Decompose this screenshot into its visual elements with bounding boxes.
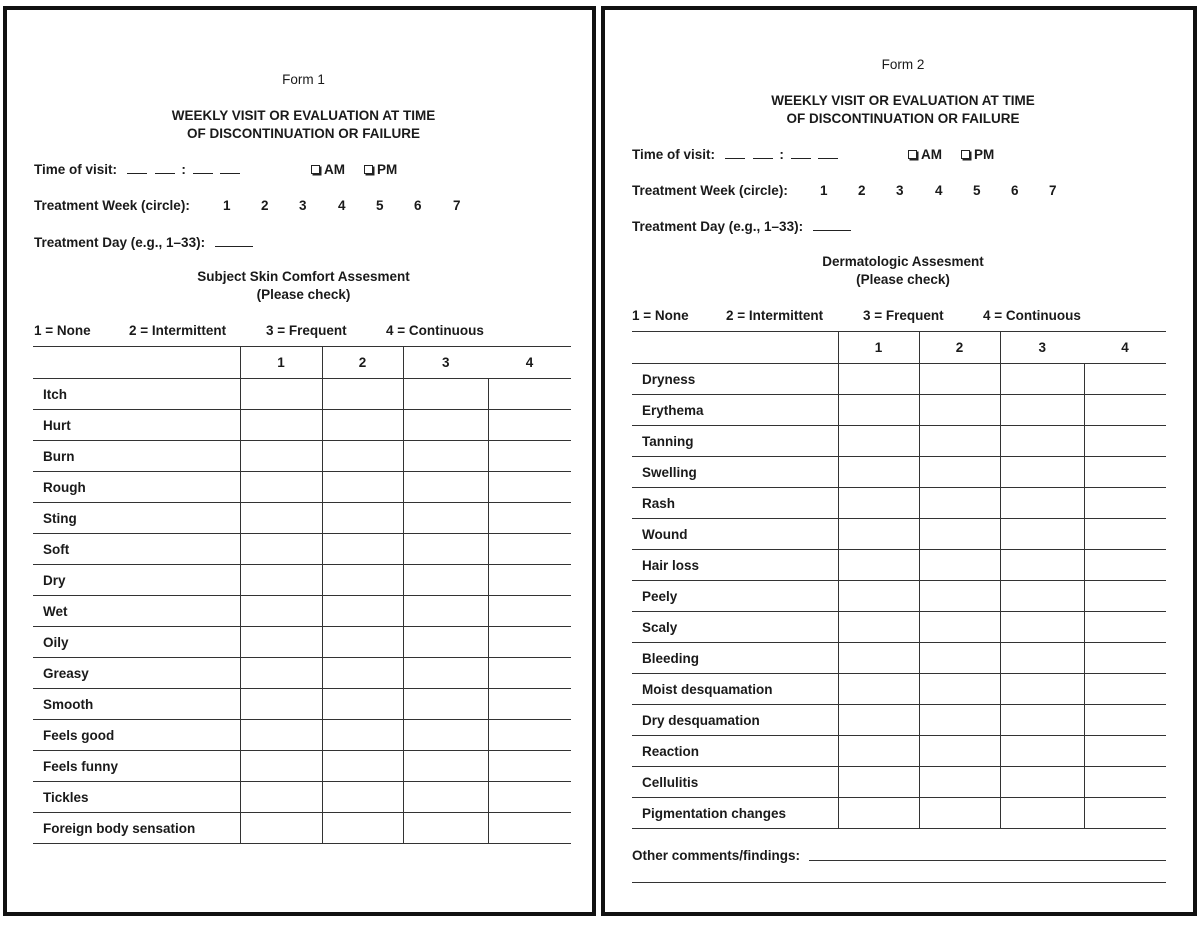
row-label: Sting — [33, 503, 240, 534]
check-cell-col-4[interactable] — [488, 689, 571, 720]
time-hour-blank-1[interactable] — [725, 147, 745, 159]
am-checkbox[interactable] — [908, 150, 917, 159]
table-row — [632, 612, 1166, 643]
check-cell-col-2[interactable] — [322, 503, 403, 534]
check-cell-col-3[interactable] — [403, 472, 488, 503]
check-cell-col-4[interactable] — [1084, 798, 1166, 829]
check-cell-col-1[interactable] — [240, 813, 322, 844]
scale-frequent: 3 = Frequent — [266, 323, 347, 338]
check-cell-col-1[interactable] — [838, 798, 919, 829]
treatment-day-label: Treatment Day (e.g., 1–33): — [632, 219, 804, 234]
check-cell-col-1[interactable] — [240, 596, 322, 627]
check-cell-col-2[interactable] — [322, 596, 403, 627]
check-cell-col-4[interactable] — [488, 503, 571, 534]
check-cell-col-4[interactable] — [488, 751, 571, 782]
check-cell-col-1[interactable] — [240, 441, 322, 472]
row-label: Bleeding — [632, 643, 838, 674]
header-col-4: 4 — [1084, 332, 1166, 364]
treatment-day-label: Treatment Day (e.g., 1–33): — [34, 235, 206, 250]
table-row — [632, 457, 1166, 488]
form-title: Form 1 — [282, 72, 325, 87]
time-separator: : — [779, 147, 784, 162]
table-row — [33, 596, 571, 627]
check-cell-col-1[interactable] — [240, 627, 322, 658]
check-cell-col-4[interactable] — [1084, 767, 1166, 798]
dermatologic-table — [632, 331, 1166, 829]
week-option-7[interactable]: 7 — [1049, 183, 1057, 198]
row-label: Moist desquamation — [632, 674, 838, 705]
check-cell-col-1[interactable] — [838, 767, 919, 798]
section-subtitle: (Please check) — [856, 272, 950, 287]
time-minute-blank-2[interactable] — [818, 147, 838, 159]
check-cell-col-4[interactable] — [1084, 674, 1166, 705]
table-row — [632, 798, 1166, 829]
check-cell-col-4[interactable] — [1084, 519, 1166, 550]
check-cell-col-2[interactable] — [322, 565, 403, 596]
header-label-cell — [632, 332, 838, 364]
treatment-week-label: Treatment Week (circle): — [632, 183, 788, 198]
table-row — [632, 364, 1166, 395]
header-col-4: 4 — [488, 347, 571, 379]
check-cell-col-3[interactable] — [403, 813, 488, 844]
check-cell-col-2[interactable] — [322, 379, 403, 410]
table-header-row — [33, 347, 571, 379]
row-label: Feels funny — [33, 751, 240, 782]
check-cell-col-4[interactable] — [1084, 457, 1166, 488]
check-cell-col-4[interactable] — [1084, 643, 1166, 674]
check-cell-col-2[interactable] — [322, 534, 403, 565]
check-cell-col-3[interactable] — [403, 782, 488, 813]
check-cell-col-3[interactable] — [403, 596, 488, 627]
check-cell-col-4[interactable] — [1084, 612, 1166, 643]
table-row — [632, 643, 1166, 674]
check-cell-col-1[interactable] — [838, 457, 919, 488]
table-row — [632, 395, 1166, 426]
check-cell-col-1[interactable] — [240, 565, 322, 596]
row-label: Wound — [632, 519, 838, 550]
form-heading-line1: WEEKLY VISIT OR EVALUATION AT TIME — [771, 93, 1035, 108]
check-cell-col-4[interactable] — [1084, 550, 1166, 581]
form-heading-line2: OF DISCONTINUATION OR FAILURE — [786, 111, 1020, 126]
week-option-1[interactable]: 1 — [820, 183, 828, 198]
time-of-visit-row — [632, 147, 838, 162]
table-row — [632, 767, 1166, 798]
check-cell-col-1[interactable] — [240, 751, 322, 782]
comments-line-1[interactable] — [809, 860, 1166, 861]
section-title: Subject Skin Comfort Assesment — [197, 269, 410, 284]
check-cell-col-2[interactable] — [919, 426, 1000, 457]
check-cell-col-1[interactable] — [240, 534, 322, 565]
check-cell-col-2[interactable] — [919, 705, 1000, 736]
week-option-5[interactable]: 5 — [376, 198, 384, 213]
check-cell-col-1[interactable] — [240, 782, 322, 813]
check-cell-col-4[interactable] — [488, 534, 571, 565]
treatment-day-row — [34, 235, 253, 250]
check-cell-col-2[interactable] — [919, 488, 1000, 519]
check-cell-col-4[interactable] — [488, 720, 571, 751]
row-label: Burn — [33, 441, 240, 472]
table-row — [33, 782, 571, 813]
check-cell-col-1[interactable] — [240, 379, 322, 410]
row-label: Erythema — [632, 395, 838, 426]
check-cell-col-3[interactable] — [403, 565, 488, 596]
row-label: Wet — [33, 596, 240, 627]
check-cell-col-2[interactable] — [919, 457, 1000, 488]
scale-continuous: 4 = Continuous — [386, 323, 484, 338]
header-col-3: 3 — [1000, 332, 1084, 364]
other-comments-label: Other comments/findings: — [632, 848, 801, 863]
check-cell-col-2[interactable] — [919, 674, 1000, 705]
am-option[interactable] — [908, 147, 942, 162]
check-cell-col-4[interactable] — [1084, 736, 1166, 767]
check-cell-col-1[interactable] — [240, 410, 322, 441]
table-row — [33, 534, 571, 565]
check-cell-col-3[interactable] — [1000, 798, 1084, 829]
time-hour-blank-2[interactable] — [155, 162, 175, 174]
time-of-visit-label: Time of visit: — [34, 162, 118, 177]
header-col-2: 2 — [919, 332, 1000, 364]
check-cell-col-3[interactable] — [1000, 488, 1084, 519]
section-subtitle: (Please check) — [256, 287, 351, 302]
header-label-cell — [33, 347, 240, 379]
header-col-2: 2 — [322, 347, 403, 379]
check-cell-col-2[interactable] — [322, 720, 403, 751]
check-cell-col-4[interactable] — [1084, 705, 1166, 736]
table-row — [632, 674, 1166, 705]
table-header-row — [632, 332, 1166, 364]
week-option-3[interactable]: 3 — [299, 198, 307, 213]
row-label: Foreign body sensation — [33, 813, 240, 844]
check-cell-col-1[interactable] — [838, 550, 919, 581]
check-cell-col-1[interactable] — [838, 612, 919, 643]
check-cell-col-2[interactable] — [322, 410, 403, 441]
row-label: Dryness — [632, 364, 838, 395]
check-cell-col-2[interactable] — [322, 689, 403, 720]
treatment-week-label: Treatment Week (circle): — [34, 198, 190, 213]
table-row — [33, 410, 571, 441]
check-cell-col-3[interactable] — [1000, 612, 1084, 643]
table-row — [33, 441, 571, 472]
row-label: Feels good — [33, 720, 240, 751]
form-title: Form 2 — [881, 57, 925, 72]
week-option-2[interactable]: 2 — [858, 183, 866, 198]
table-row — [632, 581, 1166, 612]
am-label: AM — [324, 162, 345, 177]
check-cell-col-3[interactable] — [1000, 674, 1084, 705]
week-option-3[interactable]: 3 — [896, 183, 904, 198]
check-cell-col-1[interactable] — [838, 705, 919, 736]
check-cell-col-1[interactable] — [240, 658, 322, 689]
check-cell-col-2[interactable] — [919, 736, 1000, 767]
check-cell-col-1[interactable] — [240, 689, 322, 720]
row-label: Pigmentation changes — [632, 798, 838, 829]
check-cell-col-2[interactable] — [919, 643, 1000, 674]
table-body — [33, 379, 571, 844]
pm-option[interactable] — [364, 162, 397, 177]
table-row — [632, 426, 1166, 457]
table-row — [33, 658, 571, 689]
check-cell-col-3[interactable] — [1000, 395, 1084, 426]
check-cell-col-3[interactable] — [1000, 736, 1084, 767]
row-label: Reaction — [632, 736, 838, 767]
table-row — [632, 488, 1166, 519]
treatment-day-blank[interactable] — [215, 235, 253, 247]
table-body — [632, 364, 1166, 829]
week-option-1[interactable]: 1 — [223, 198, 231, 213]
check-cell-col-2[interactable] — [919, 519, 1000, 550]
row-label: Rash — [632, 488, 838, 519]
table-row — [632, 736, 1166, 767]
row-label: Itch — [33, 379, 240, 410]
pm-label: PM — [974, 147, 995, 162]
am-option[interactable] — [311, 162, 345, 177]
check-cell-col-3[interactable] — [403, 410, 488, 441]
row-label: Smooth — [33, 689, 240, 720]
week-option-2[interactable]: 2 — [261, 198, 269, 213]
table-row — [632, 519, 1166, 550]
check-cell-col-1[interactable] — [838, 581, 919, 612]
check-cell-col-4[interactable] — [1084, 426, 1166, 457]
check-cell-col-1[interactable] — [838, 395, 919, 426]
row-label: Dry — [33, 565, 240, 596]
check-cell-col-3[interactable] — [1000, 364, 1084, 395]
check-cell-col-2[interactable] — [919, 581, 1000, 612]
check-cell-col-4[interactable] — [1084, 364, 1166, 395]
form-heading-line2: OF DISCONTINUATION OR FAILURE — [187, 126, 420, 141]
check-cell-col-4[interactable] — [488, 472, 571, 503]
scale-intermittent: 2 = Intermittent — [726, 308, 824, 323]
check-cell-col-1[interactable] — [838, 674, 919, 705]
check-cell-col-2[interactable] — [322, 441, 403, 472]
row-label: Swelling — [632, 457, 838, 488]
row-label: Rough — [33, 472, 240, 503]
check-cell-col-2[interactable] — [322, 751, 403, 782]
check-cell-col-4[interactable] — [488, 441, 571, 472]
check-cell-col-2[interactable] — [322, 627, 403, 658]
check-cell-col-1[interactable] — [838, 519, 919, 550]
table-row — [632, 705, 1166, 736]
check-cell-col-3[interactable] — [1000, 550, 1084, 581]
table-row — [33, 813, 571, 844]
check-cell-col-2[interactable] — [322, 658, 403, 689]
check-cell-col-4[interactable] — [1084, 488, 1166, 519]
check-cell-col-1[interactable] — [838, 426, 919, 457]
check-cell-col-3[interactable] — [403, 720, 488, 751]
time-hour-blank-1[interactable] — [127, 162, 147, 174]
time-of-visit-label: Time of visit: — [632, 147, 716, 162]
am-label: AM — [921, 147, 942, 162]
table-row — [33, 689, 571, 720]
check-cell-col-1[interactable] — [838, 488, 919, 519]
header-col-1: 1 — [240, 347, 322, 379]
week-option-7[interactable]: 7 — [453, 198, 461, 213]
row-label: Tanning — [632, 426, 838, 457]
time-minute-blank-1[interactable] — [791, 147, 811, 159]
check-cell-col-3[interactable] — [403, 751, 488, 782]
check-cell-col-2[interactable] — [919, 767, 1000, 798]
check-cell-col-2[interactable] — [919, 612, 1000, 643]
check-cell-col-3[interactable] — [1000, 581, 1084, 612]
check-cell-col-3[interactable] — [403, 441, 488, 472]
row-label: Oily — [33, 627, 240, 658]
comments-line-2[interactable] — [632, 882, 1166, 883]
row-label: Hair loss — [632, 550, 838, 581]
check-cell-col-3[interactable] — [403, 503, 488, 534]
pm-option[interactable] — [961, 147, 994, 162]
row-label: Hurt — [33, 410, 240, 441]
time-separator: : — [181, 162, 186, 177]
check-cell-col-3[interactable] — [403, 627, 488, 658]
check-cell-col-4[interactable] — [1084, 395, 1166, 426]
section-title: Dermatologic Assesment — [822, 254, 984, 269]
check-cell-col-4[interactable] — [488, 782, 571, 813]
check-cell-col-3[interactable] — [1000, 457, 1084, 488]
scale-intermittent: 2 = Intermittent — [129, 323, 227, 338]
table-row — [632, 550, 1166, 581]
form-1-panel — [3, 6, 596, 916]
check-cell-col-3[interactable] — [1000, 519, 1084, 550]
row-label: Greasy — [33, 658, 240, 689]
table-row — [33, 751, 571, 782]
check-cell-col-1[interactable] — [240, 472, 322, 503]
row-label: Cellulitis — [632, 767, 838, 798]
check-cell-col-2[interactable] — [919, 364, 1000, 395]
form-heading-line1: WEEKLY VISIT OR EVALUATION AT TIME — [171, 108, 436, 123]
check-cell-col-3[interactable] — [1000, 426, 1084, 457]
check-cell-col-4[interactable] — [488, 410, 571, 441]
check-cell-col-3[interactable] — [1000, 705, 1084, 736]
am-checkbox[interactable] — [311, 165, 320, 174]
check-cell-col-2[interactable] — [919, 395, 1000, 426]
scale-none: 1 = None — [632, 308, 689, 323]
table-row — [33, 472, 571, 503]
time-minute-blank-2[interactable] — [220, 162, 240, 174]
check-cell-col-4[interactable] — [488, 658, 571, 689]
check-cell-col-1[interactable] — [838, 643, 919, 674]
check-cell-col-4[interactable] — [1084, 581, 1166, 612]
check-cell-col-4[interactable] — [488, 379, 571, 410]
table-row — [33, 503, 571, 534]
row-label: Soft — [33, 534, 240, 565]
skin-comfort-table — [33, 346, 571, 844]
check-cell-col-4[interactable] — [488, 627, 571, 658]
check-cell-col-1[interactable] — [838, 736, 919, 767]
check-cell-col-2[interactable] — [322, 472, 403, 503]
check-cell-col-1[interactable] — [240, 503, 322, 534]
check-cell-col-2[interactable] — [919, 798, 1000, 829]
week-option-6[interactable]: 6 — [1011, 183, 1019, 198]
check-cell-col-3[interactable] — [403, 689, 488, 720]
check-cell-col-2[interactable] — [322, 813, 403, 844]
check-cell-col-3[interactable] — [403, 379, 488, 410]
check-cell-col-1[interactable] — [838, 364, 919, 395]
week-option-4[interactable]: 4 — [935, 183, 943, 198]
check-cell-col-1[interactable] — [240, 720, 322, 751]
time-hour-blank-2[interactable] — [753, 147, 773, 159]
week-option-4[interactable]: 4 — [338, 198, 346, 213]
treatment-day-row — [632, 219, 851, 234]
pm-checkbox[interactable] — [961, 150, 970, 159]
pm-label: PM — [377, 162, 398, 177]
pm-checkbox[interactable] — [364, 165, 373, 174]
check-cell-col-3[interactable] — [403, 534, 488, 565]
time-of-visit-row — [34, 162, 240, 177]
week-option-5[interactable]: 5 — [973, 183, 981, 198]
row-label: Peely — [632, 581, 838, 612]
check-cell-col-3[interactable] — [1000, 643, 1084, 674]
scale-continuous: 4 = Continuous — [983, 308, 1081, 323]
table-row — [33, 565, 571, 596]
week-option-6[interactable]: 6 — [414, 198, 422, 213]
header-col-3: 3 — [403, 347, 488, 379]
row-label: Scaly — [632, 612, 838, 643]
scale-frequent: 3 = Frequent — [863, 308, 944, 323]
table-row — [33, 720, 571, 751]
form-2-panel — [601, 6, 1197, 916]
row-label: Tickles — [33, 782, 240, 813]
check-cell-col-2[interactable] — [322, 782, 403, 813]
scale-none: 1 = None — [34, 323, 91, 338]
time-minute-blank-1[interactable] — [193, 162, 213, 174]
check-cell-col-4[interactable] — [488, 596, 571, 627]
treatment-day-blank[interactable] — [813, 219, 851, 231]
check-cell-col-2[interactable] — [919, 550, 1000, 581]
header-col-1: 1 — [838, 332, 919, 364]
check-cell-col-4[interactable] — [488, 565, 571, 596]
row-label: Dry desquamation — [632, 705, 838, 736]
check-cell-col-3[interactable] — [403, 658, 488, 689]
check-cell-col-3[interactable] — [1000, 767, 1084, 798]
check-cell-col-4[interactable] — [488, 813, 571, 844]
table-row — [33, 379, 571, 410]
table-row — [33, 627, 571, 658]
